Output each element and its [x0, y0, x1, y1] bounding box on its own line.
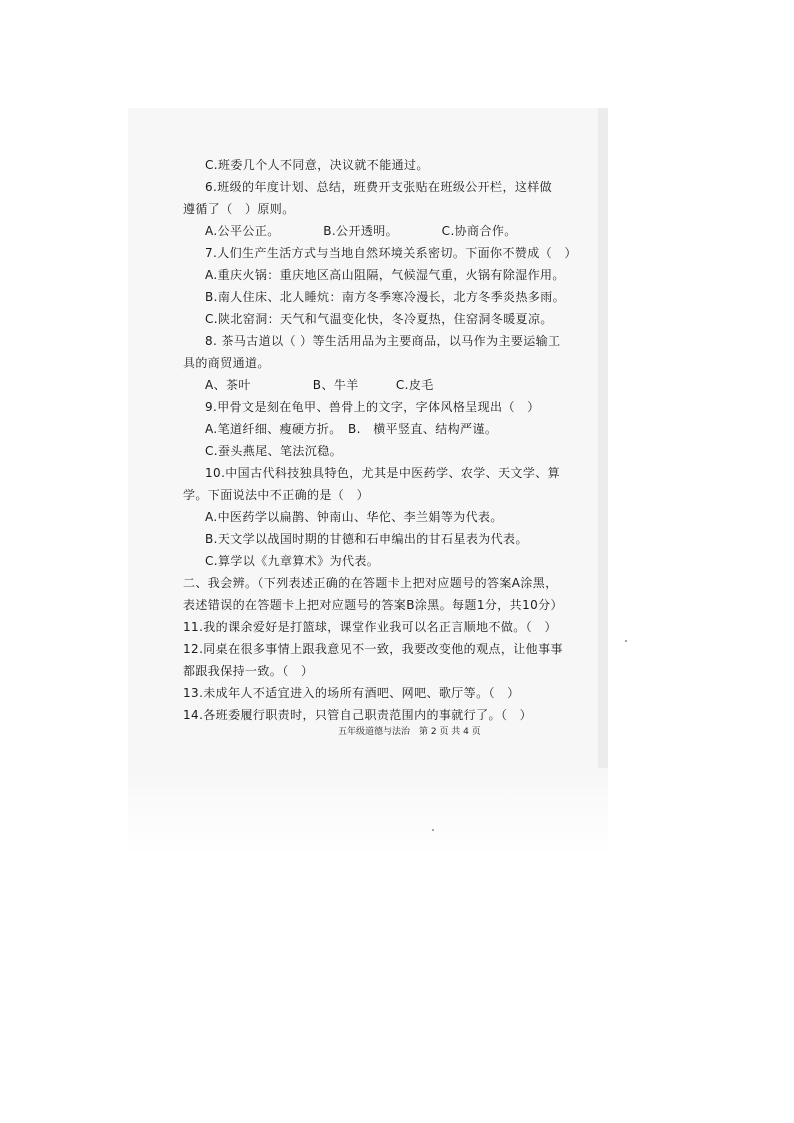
q10-option-c: C.算学以《九章算术》为代表。 — [205, 554, 380, 568]
q13: 13.未成年人不适宜进入的场所有酒吧、网吧、歌厅等。（ ） — [183, 686, 520, 700]
q12-line1: 12.同桌在很多事情上跟我意见不一致，我要改变他的观点，让他事事 — [183, 642, 563, 656]
section-2-heading: 二、我会辨。（下列表述正确的在答题卡上把对应题号的答案A涂黑， — [183, 576, 558, 590]
q10-stem-line1: 10.中国古代科技独具特色，尤其是中医药学、农学、天文学、算 — [205, 466, 561, 480]
q8-stem-line2: 具的商贸通道。 — [183, 356, 270, 370]
q9-options-ab: A.笔道纤细、瘦硬方折。 B. 横平竖直、结构严谨。 — [205, 422, 498, 436]
scan-speck — [432, 829, 434, 831]
page-footer: 五年级道德与法治 第 2 页 共 4 页 — [338, 727, 481, 737]
q6-options: A.公平公正。 B.公开透明。 C.协商合作。 — [205, 224, 517, 238]
scan-speck — [625, 640, 627, 642]
scan-right-edge — [598, 108, 608, 768]
section-2-instructions: 表述错误的在答题卡上把对应题号的答案B涂黑。每题1分，共10分） — [183, 598, 563, 612]
q14: 14.各班委履行职责时，只管自己职责范围内的事就行了。（ ） — [183, 708, 533, 722]
q6-stem-line1: 6.班级的年度计划、总结，班费开支张贴在班级公开栏，这样做 — [205, 180, 553, 194]
q7-option-a: A.重庆火锅：重庆地区高山阻隔，气候湿气重，火锅有除湿作用。 — [205, 268, 565, 282]
q11: 11.我的课余爱好是打篮球，课堂作业我可以名正言顺地不做。（ ） — [183, 620, 557, 634]
q7-option-b: B.南人住床、北人睡炕：南方冬季寒冷漫长，北方冬季炎热多雨。 — [205, 290, 566, 304]
q8-stem-line1: 8. 茶马古道以（ ）等生活用品为主要商品，以马作为主要运输工 — [205, 334, 561, 348]
q7-option-c: C.陕北窑洞：天气和气温变化快，冬冷夏热，住窑洞冬暖夏凉。 — [205, 312, 553, 326]
q12-line2: 都跟我保持一致。（ ） — [183, 664, 314, 678]
q10-option-a: A.中医药学以扁鹊、钟南山、华佗、李兰娟等为代表。 — [205, 510, 503, 524]
q8-options: A、茶叶 B、牛羊 C.皮毛 — [205, 378, 434, 392]
q5-option-c: C.班委几个人不同意，决议就不能通过。 — [205, 158, 429, 172]
q10-stem-line2: 学。下面说法中不正确的是（ ） — [183, 488, 370, 502]
q7-stem: 7.人们生产生活方式与当地自然环境关系密切。下面你不赞成（ ） — [205, 246, 577, 260]
q6-stem-line2: 遵循了（ ）原则。 — [183, 202, 295, 216]
q9-stem: 9.甲骨文是刻在龟甲、兽骨上的文字，字体风格呈现出（ ） — [205, 400, 540, 414]
q9-option-c: C.蚕头燕尾、笔法沉稳。 — [205, 444, 342, 458]
scan-bottom-fade — [128, 770, 608, 855]
q10-option-b: B.天文学以战国时期的甘德和石申编出的甘石星表为代表。 — [205, 532, 528, 546]
